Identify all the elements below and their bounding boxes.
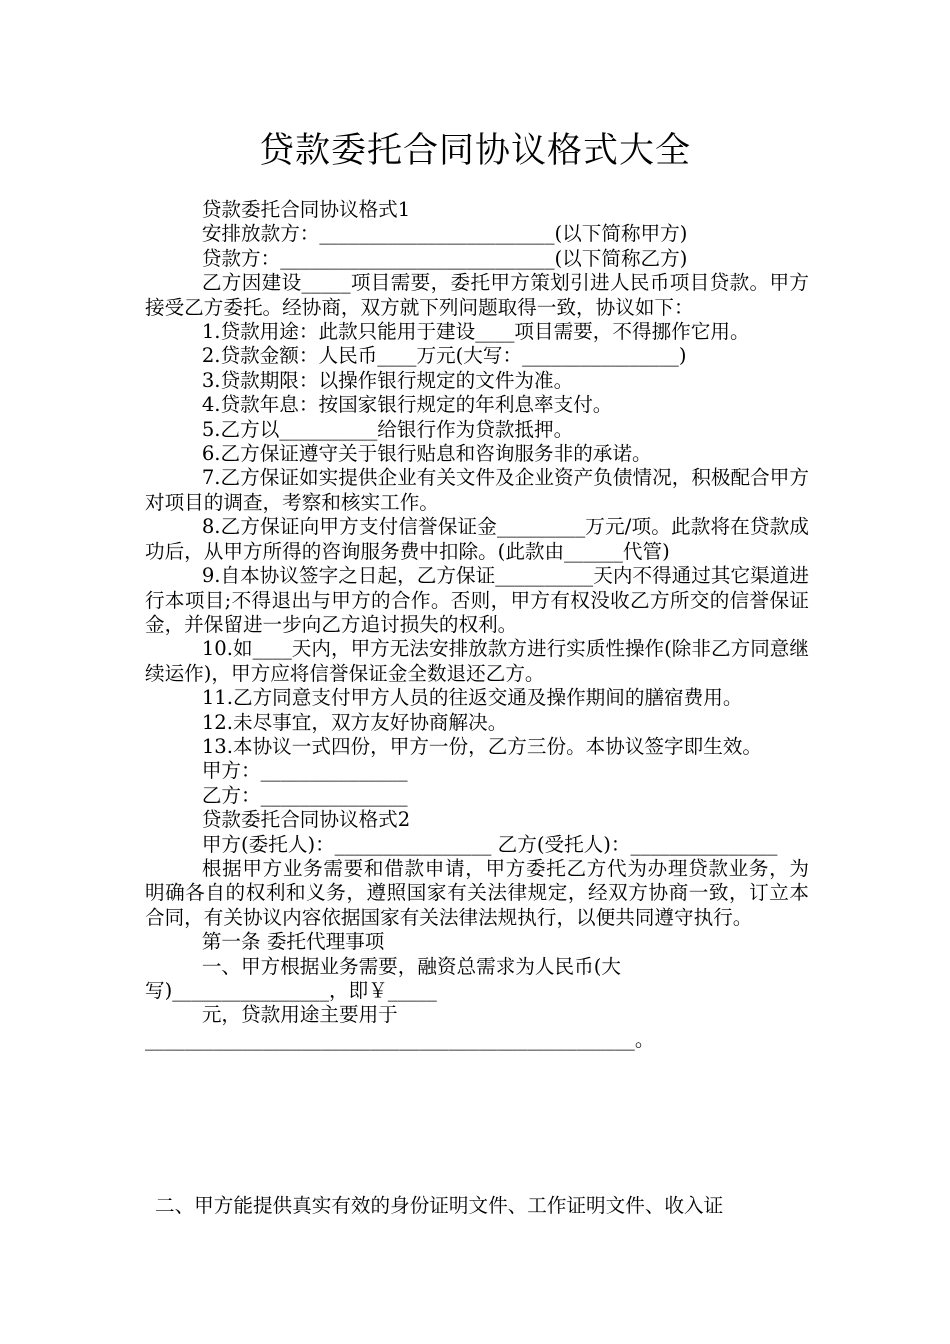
- clause-7: 7.乙方保证如实提供企业有关文件及企业资产负债情况，积极配合甲方对项目的调查，考察和核实工作。: [145, 466, 809, 514]
- clause-5: 5.乙方以__________给银行作为贷款抵押。: [201, 417, 574, 441]
- lender-line: 安排放款方：________________________(以下简称甲方): [201, 222, 688, 246]
- document-title: 贷款委托合同协议格式大全: [258, 131, 691, 171]
- clause-2: 2.贷款金额：人民币____万元(大写：________________): [201, 344, 687, 368]
- article-1-item-2: 二、甲方能提供真实有效的身份证明文件、工作证明文件、收入证: [155, 1194, 724, 1217]
- clause-1: 1.贷款用途：此款只能用于建设____项目需要，不得挪作它用。: [201, 320, 750, 344]
- clause-3: 3.贷款期限：以操作银行规定的文件为准。: [201, 368, 574, 392]
- clause-11: 11.乙方同意支付甲方人员的往返交通及操作期间的膳宿费用。: [201, 686, 743, 710]
- loan-purpose-line: 元，贷款用途主要用于__________________________________________________。: [145, 1003, 655, 1051]
- article-1-item-1: 一、甲方根据业务需要，融资总需求为人民币(大写)________________，即￥_____: [145, 954, 621, 1002]
- party-b-signature: 乙方：_______________: [201, 783, 408, 807]
- document-body: [145, 198, 809, 1052]
- clause-10: 10.如____天内，甲方无法安排放款方进行实质性操作(除非乙方同意继续运作)，甲方应将信誉保证金全数退还乙方。: [145, 637, 809, 685]
- borrower-line: 贷款方：____________________________(以下简称乙方): [201, 246, 688, 270]
- intro-paragraph: 乙方因建设_____项目需要，委托甲方策划引进人民币项目贷款。甲方接受乙方委托。经协商，双方就下列问题取得一致，协议如下：: [145, 271, 809, 319]
- clause-12: 12.未尽事宜，双方友好协商解决。: [201, 710, 508, 734]
- section-heading-1: 贷款委托合同协议格式1: [201, 198, 411, 221]
- preamble-paragraph: 根据甲方业务需要和借款申请，甲方委托乙方代为办理贷款业务，为明确各自的权利和义务，遵照国家有关法律规定，经双方协商一致，订立本合同，有关协议内容依据国家有关法律法规执行，以便共同遵守执行。: [145, 856, 809, 929]
- article-1-heading: 第一条 委托代理事项: [201, 930, 385, 954]
- clause-8: 8.乙方保证向甲方支付信誉保证金_________万元/项。此款将在贷款成功后，从甲方所得的咨询服务费中扣除。(此款由______代管): [145, 515, 809, 563]
- parties-line: 甲方(委托人)：________________ 乙方(受托人)：_______________: [201, 832, 778, 856]
- clause-9: 9.自本协议签字之日起，乙方保证__________天内不得通过其它渠道进行本项目;不得退出与甲方的合作。否则，甲方有权没收乙方所交的信誉保证金，并保留进一步向乙方追讨损失的权利。: [145, 564, 809, 636]
- clause-13: 13.本协议一式四份，甲方一份，乙方三份。本协议签字即生效。: [201, 734, 763, 758]
- clause-4: 4.贷款年息：按国家银行规定的年利息率支付。: [201, 393, 613, 417]
- party-a-signature: 甲方：_______________: [201, 759, 408, 783]
- section-heading-2: 贷款委托合同协议格式2: [201, 808, 411, 832]
- clause-6: 6.乙方保证遵守关于银行贴息和咨询服务非的承诺。: [201, 442, 652, 466]
